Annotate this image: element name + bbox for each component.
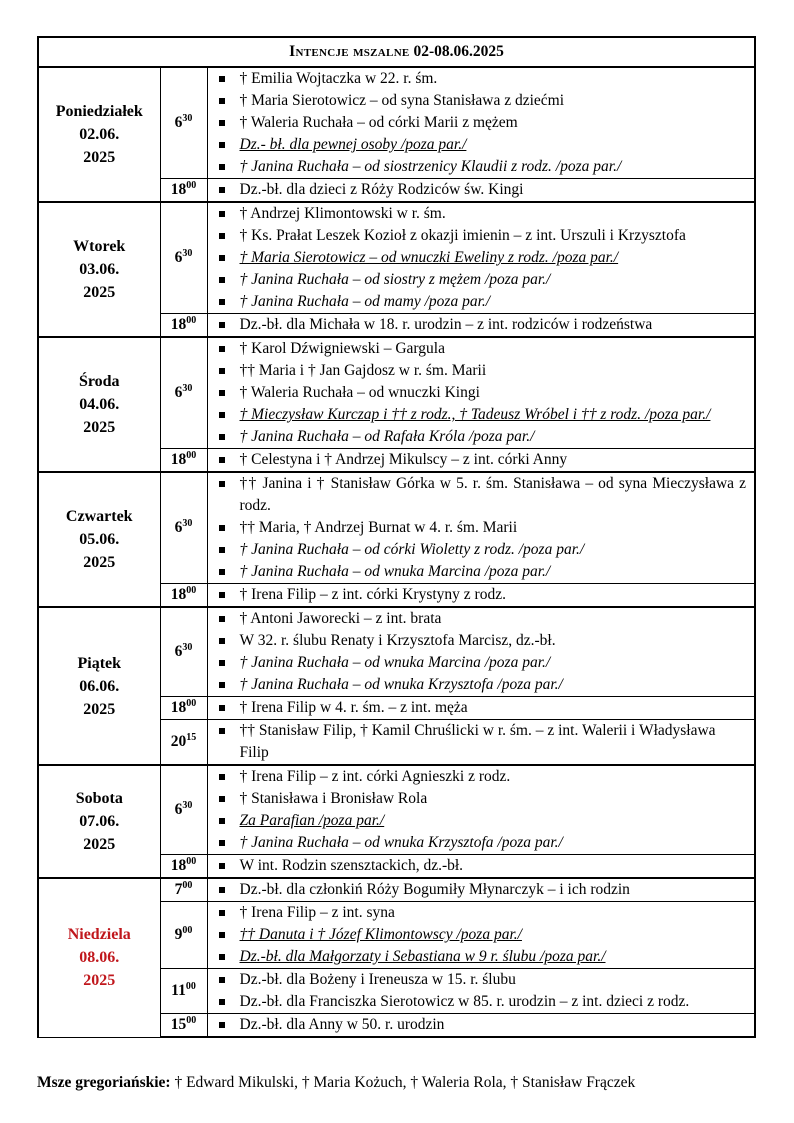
day-cell (38, 337, 160, 472)
intention-item: †† Janina i † Stanisław Górka w 5. r. śm. Stanisława – od syna Mieczysława z rodz. (216, 473, 747, 517)
intention-item: Dz.-bł. dla dzieci z Róży Rodziców św. Kingi (216, 179, 747, 201)
intentions-cell (207, 720, 755, 766)
mass-minute: 30 (182, 383, 193, 394)
intention-item: † Irena Filip – z int. syna (216, 902, 747, 924)
intention-list (216, 969, 747, 1013)
mass-hour: 6 (174, 249, 183, 266)
intention-item: † Waleria Ruchała – od córki Marii z mężem (216, 112, 747, 134)
intention-item: † Mieczysław Kurczap i †† z rodz., † Tadeusz Wróbel i †† z rodz. /poza par./ (216, 404, 747, 426)
day-year: 2025 (83, 554, 116, 571)
mass-minute: 30 (182, 518, 193, 529)
mass-row (38, 878, 755, 902)
title-dates: 02-08.06.2025 (413, 43, 504, 60)
intention-item: † Irena Filip – z int. córki Krystyny z rodz. (216, 584, 747, 606)
mass-minute: 00 (186, 698, 197, 709)
mass-minute: 30 (182, 248, 193, 259)
intention-list (216, 879, 747, 901)
mass-time (160, 449, 207, 473)
intention-item: †† Danuta i † Józef Klimontowscy /poza par./ (216, 924, 747, 946)
mass-minute: 00 (185, 981, 196, 992)
day-name: Niedziela (67, 926, 131, 944)
mass-minute: 30 (182, 113, 193, 124)
mass-hour: 18 (170, 451, 187, 468)
mass-time (160, 67, 207, 179)
title-label: Intencje mszalne (289, 43, 410, 60)
mass-row (38, 202, 755, 314)
intentions-cell (207, 969, 755, 1014)
mass-minute: 00 (182, 880, 193, 891)
day-year: 2025 (83, 284, 116, 301)
day-date: 07.06. (79, 813, 120, 830)
mass-time (160, 902, 207, 969)
mass-minute: 00 (186, 450, 197, 461)
intention-list (216, 608, 747, 696)
intention-list (216, 697, 747, 719)
day-cell (38, 202, 160, 337)
mass-minute: 00 (186, 315, 197, 326)
intention-item: W int. Rodzin szensztackich, dz.-bł. (216, 855, 747, 877)
intentions-cell (207, 765, 755, 855)
intentions-cell (207, 337, 755, 449)
day-date: 08.06. (79, 949, 120, 967)
intention-list (216, 766, 747, 854)
intention-item: † Janina Ruchała – od wnuka Marcina /poza par./ (216, 561, 747, 583)
intention-item: † Janina Ruchała – od wnuka Krzysztofa /poza par./ (216, 674, 747, 696)
mass-hour: 6 (174, 384, 183, 401)
mass-row (38, 337, 755, 449)
intention-list (216, 338, 747, 448)
day-date: 05.06. (79, 531, 120, 548)
intention-item: † Waleria Ruchała – od wnuczki Kingi (216, 382, 747, 404)
intentions-cell (207, 67, 755, 179)
day-cell (38, 765, 160, 878)
day-cell (38, 67, 160, 202)
day-year: 2025 (83, 700, 116, 718)
intention-item: † Celestyna i † Andrzej Mikulscy – z int. córki Anny (216, 449, 747, 471)
intention-list (216, 720, 747, 764)
mass-row (38, 472, 755, 584)
intentions-cell (207, 584, 755, 608)
mass-row (38, 607, 755, 697)
intention-item: † Emilia Wojtaczka w 22. r. śm. (216, 68, 747, 90)
intentions-cell (207, 179, 755, 203)
intention-item: † Maria Sierotowicz – od syna Stanisława z dziećmi (216, 90, 747, 112)
mass-minute: 00 (182, 925, 193, 936)
intention-list (216, 473, 747, 583)
day-date: 03.06. (79, 261, 120, 278)
intention-item: † Janina Ruchała – od siostrzenicy Klaudii z rodz. /poza par./ (216, 156, 747, 178)
intention-list (216, 584, 747, 606)
day-cell (38, 472, 160, 607)
intention-item: Dz.-bł. dla Anny w 50. r. urodzin (216, 1014, 747, 1036)
mass-hour: 6 (174, 114, 183, 131)
mass-hour: 18 (170, 316, 187, 333)
mass-time (160, 697, 207, 720)
mass-time (160, 202, 207, 314)
mass-hour: 11 (171, 982, 186, 999)
mass-time (160, 878, 207, 902)
day-cell (38, 878, 160, 1037)
day-name: Sobota (75, 790, 123, 807)
mass-time (160, 765, 207, 855)
day-year: 2025 (83, 836, 116, 853)
intention-item: †† Maria i † Jan Gajdosz w r. śm. Marii (216, 360, 747, 382)
day-year: 2025 (83, 972, 116, 990)
intention-item: Dz.-bł. dla Małgorzaty i Sebastiana w 9 r. ślubu /poza par./ (216, 946, 747, 968)
intention-item: † Janina Ruchała – od siostry z mężem /poza par./ (216, 269, 747, 291)
mass-hour: 20 (170, 733, 187, 750)
intention-item: † Irena Filip – z int. córki Agnieszki z rodz. (216, 766, 747, 788)
intentions-cell (207, 472, 755, 584)
intention-list (216, 1014, 747, 1036)
mass-hour: 18 (170, 699, 187, 716)
mass-hour: 18 (170, 181, 187, 198)
intention-item: † Stanisława i Bronisław Rola (216, 788, 747, 810)
intention-item: † Janina Ruchała – od córki Wioletty z rodz. /poza par./ (216, 539, 747, 561)
mass-time (160, 337, 207, 449)
mass-minute: 00 (186, 180, 197, 191)
mass-time (160, 720, 207, 766)
mass-time (160, 584, 207, 608)
table-title (38, 37, 755, 67)
footer-label: Msze gregoriańskie: (37, 1074, 171, 1091)
mass-hour: 18 (170, 586, 187, 603)
intention-item: †† Stanisław Filip, † Kamil Chruślicki w r. śm. – z int. Walerii i Władysława Filip (216, 720, 747, 764)
day-name: Piątek (77, 654, 122, 672)
intentions-cell (207, 878, 755, 902)
intention-item: Dz.-bł. dla Michała w 18. r. urodzin – z int. rodziców i rodzeństwa (216, 314, 747, 336)
table-title-row (38, 37, 755, 67)
mass-minute: 30 (182, 800, 193, 811)
mass-time (160, 179, 207, 203)
footer-text: † Edward Mikulski, † Maria Kożuch, † Waleria Rola, † Stanisław Frączek (174, 1074, 636, 1091)
intention-item: Dz.-bł. dla członkiń Róży Bogumiły Młynarczyk – i ich rodzin (216, 879, 747, 901)
mass-time (160, 472, 207, 584)
intentions-cell (207, 1014, 755, 1038)
mass-row (38, 67, 755, 179)
intention-item: † Janina Ruchała – od wnuka Krzysztofa /poza par./ (216, 832, 747, 854)
mass-time (160, 1014, 207, 1038)
mass-minute: 30 (182, 642, 193, 653)
intention-list (216, 179, 747, 201)
intention-item: † Janina Ruchała – od Rafała Króla /poza par./ (216, 426, 747, 448)
intention-list (216, 68, 747, 178)
intentions-cell (207, 449, 755, 473)
intention-item: Za Parafian /poza par./ (216, 810, 747, 832)
intention-item: † Andrzej Klimontowski w r. śm. (216, 203, 747, 225)
day-name: Środa (78, 373, 120, 390)
day-name: Czwartek (65, 508, 133, 525)
intention-item: † Antoni Jaworecki – z int. brata (216, 608, 747, 630)
day-cell (38, 607, 160, 765)
mass-minute: 00 (186, 856, 197, 867)
intention-item: Dz.-bł. dla Franciszka Sierotowicz w 85. r. urodzin – z int. dzieci z rodz. (216, 991, 747, 1013)
intention-list (216, 449, 747, 471)
intention-item: † Janina Ruchała – od wnuka Marcina /poza par./ (216, 652, 747, 674)
intention-item: Dz.-bł. dla Bożeny i Ireneusza w 15. r. ślubu (216, 969, 747, 991)
intention-item: † Irena Filip w 4. r. śm. – z int. męża (216, 697, 747, 719)
intention-list (216, 902, 747, 968)
mass-time (160, 969, 207, 1014)
mass-time (160, 314, 207, 338)
mass-hour: 7 (174, 881, 183, 898)
intentions-cell (207, 202, 755, 314)
mass-hour: 18 (170, 857, 187, 874)
mass-intentions-table (37, 36, 756, 1038)
intentions-cell (207, 314, 755, 338)
mass-hour: 6 (174, 519, 183, 536)
mass-row (38, 765, 755, 855)
intentions-cell (207, 855, 755, 879)
intention-item: Dz.- bł. dla pewnej osoby /poza par./ (216, 134, 747, 156)
mass-minute: 00 (186, 1015, 197, 1026)
day-date: 06.06. (79, 677, 120, 695)
intentions-cell (207, 902, 755, 969)
day-date: 04.06. (79, 396, 120, 413)
mass-time (160, 855, 207, 879)
intention-list (216, 203, 747, 313)
intention-item: † Janina Ruchała – od mamy /poza par./ (216, 291, 747, 313)
mass-hour: 15 (170, 1016, 187, 1033)
intention-list (216, 314, 747, 336)
mass-time (160, 607, 207, 697)
mass-hour: 9 (174, 926, 183, 943)
intention-item: † Karol Dźwigniewski – Gargula (216, 338, 747, 360)
mass-hour: 6 (174, 801, 183, 818)
intention-item: † Maria Sierotowicz – od wnuczki Eweliny z rodz. /poza par./ (216, 247, 747, 269)
day-year: 2025 (83, 149, 116, 166)
intention-list (216, 855, 747, 877)
day-name: Wtorek (73, 238, 126, 255)
mass-minute: 00 (186, 585, 197, 596)
intention-item: † Ks. Prałat Leszek Kozioł z okazji imienin – z int. Urszuli i Krzysztofa (216, 225, 747, 247)
day-date: 02.06. (79, 126, 120, 143)
intention-item: W 32. r. ślubu Renaty i Krzysztofa Marcisz, dz.-bł. (216, 630, 747, 652)
gregorian-masses-footer (37, 1072, 777, 1094)
intentions-cell (207, 607, 755, 697)
mass-hour: 6 (174, 643, 183, 660)
intention-item: †† Maria, † Andrzej Burnat w 4. r. śm. Marii (216, 517, 747, 539)
day-year: 2025 (83, 419, 116, 436)
intentions-cell (207, 697, 755, 720)
day-name: Poniedziałek (55, 103, 143, 120)
mass-minute: 15 (186, 732, 197, 743)
